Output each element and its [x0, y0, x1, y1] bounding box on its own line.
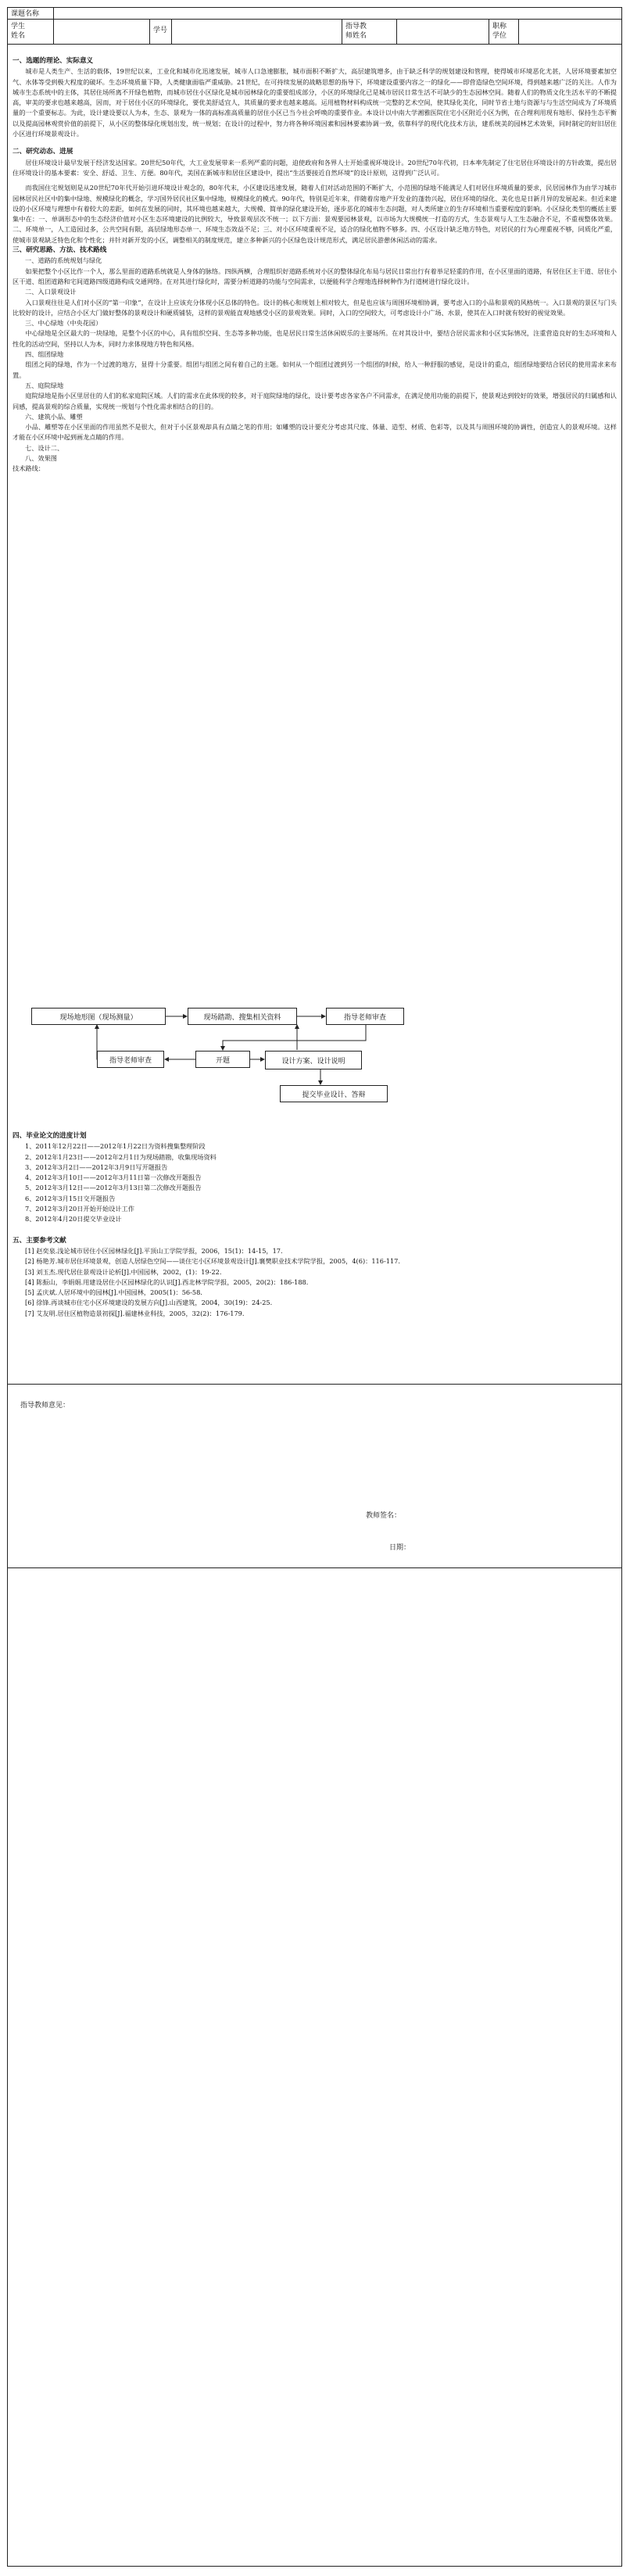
flow-node-submit: 提交毕业设计、答辩: [280, 1085, 388, 1102]
topic-row: [8, 8, 621, 20]
student-row: [8, 20, 621, 45]
advisor-opinion-label: 指导教师意见：: [20, 1402, 70, 1410]
reference-item: [3] 刘玉杰.现代居住景观设计论析[J].中国园林，2002，(1)：19-22.: [25, 1267, 222, 1276]
tech-route-flowchart: [8, 997, 623, 1114]
paragraph: 中心绿地是全区最大的一块绿地，是整个小区的中心，具有组织空间、生态等多种功能，也是居民日常生活休闲娱乐的主要场所。在对其设计中，要结合居民需求和小区实际情况，注重营造良好的生态环境和人性化的活动空间，坚持以人为本，同时力求体现地方特色和风格。: [13, 329, 617, 348]
paragraph: 庭院绿地是指小区里居住的人们的私家庭院区域。人们的需求在此体现的较多，对于庭院绿地的绿化，设计要考虑各家各户不同需求，在满足使用功能的前提下，使景观达到较好的效果，增强居民的归属感和认同感，提高景观的综合质量，实现统一规划与个性化需求相结合的目的。: [13, 392, 617, 410]
student-name-value: [54, 20, 150, 44]
reference-item: [1] 赵奕泉.浅论城市居住小区园林绿化[J].平顶山工学院学报，2006，15(1)：14-15，17.: [25, 1246, 283, 1255]
paragraph: 入口景观往往是人们对小区的“第一印象”，在设计上应该充分体现小区总体的特色。设计的核心和规划上相对较大，但是也应该与周围环境相协调，要考虑入口的小品和景观的风格统一。入口景观的景区与门头比较好的设计，应结合小区大门做好整体的景观设计和硬质铺装，这样的景观能直观地感受小区的景观效果。同时，入口的空间较大，可考虑设计小广场、水景，使其在入口时就有较好的视觉效果。: [13, 298, 617, 317]
section-title: 四、毕业论文的进度计划: [13, 1132, 87, 1140]
advisor-name-value: [397, 20, 489, 44]
paragraph: 居住环境设计最早发展于经济发达国家。20世纪50年代，大工业发展带来一系列严重的问题，迫使政府和各界人士开始重视环境设计。20世纪70年代初，日本率先制定了住宅居住环境设计的方针政策，提出居住环境设计的基本要素：安全、舒适、卫生、方便。80年代，美国在新城市和居住区建设中，提出“生活要接近自然环境”的设计原则，这得到广泛认可。: [13, 158, 617, 177]
student-id-label: 学号: [150, 20, 172, 44]
schedule-item: 2、2012年1月23日——2012年2月1日为现场踏勘，收集现场资料: [25, 1152, 217, 1161]
reference-item: [7] 艾友明.居住区植物造景初探[J].福建林业科技，2005，32(2)：176-179.: [25, 1309, 245, 1317]
reference-item: [2] 杨艳芳.城市居住环境景观，创造人居绿色空间——谈住宅小区环境景观设计[J].襄樊职业技术学院学报，2005，4(6)：116-117.: [25, 1257, 400, 1266]
section-title: 二、研究动态、进展: [13, 148, 73, 156]
student-label: 学生 姓名: [8, 20, 54, 44]
paragraph: 组团之间的绿地，作为一个过渡的地方，显得十分重要。组团与组团之间有着自己的主题。如何从一个组团过渡到另一个组团的时候，给人一种舒服的感觉，是设计的重点，组团绿地要结合居民的使用需求来布置。: [13, 360, 617, 379]
proposal-form: [7, 7, 622, 2567]
subsection-title: 五、庭院绿地: [25, 381, 64, 389]
flow-node-proposal: 开题: [195, 1051, 250, 1068]
advisor-signature-label: 教师签名：: [366, 1512, 402, 1520]
title-label: 职称 学位: [489, 20, 519, 44]
paragraph: 小品、雕塑等在小区里面的作用虽然不是很大，但对于小区景观却具有点睛之笔的作用；如雕塑的设计要充分考虑其尺度、体量、造型、材质、色彩等，以及其与周围环境的协调性，创造宜人的景观环境。这样才能在小区环境中起到画龙点睛的作用。: [13, 423, 617, 442]
subsection-title: 四、组团绿地: [25, 350, 64, 359]
schedule-item: 5、2012年3月12日——2012年3月13日第二次修改开题报告: [25, 1184, 202, 1192]
proposal-body: [13, 56, 617, 475]
reference-item: [5] 孟庆斌.人居环境中的园林[J].中国园林，2005(1)：56-58.: [25, 1288, 202, 1297]
schedule-item: 4、2012年3月10日——2012年3月11日第一次修改开题报告: [25, 1173, 202, 1182]
advisor-date-label: 日期：: [389, 1544, 411, 1552]
topic-value: [54, 8, 621, 19]
schedule-section: [13, 1131, 617, 1319]
subsection-title: 二、入口景观设计: [25, 288, 77, 296]
section-title: 一、选题的理论、实际意义: [13, 57, 94, 65]
divider: [8, 1567, 621, 1568]
tech-route-label: 技术路线：: [13, 464, 45, 473]
flow-node-review-2: 指导老师审查: [97, 1051, 164, 1068]
subsection-title: 六、建筑小品、雕塑: [25, 412, 83, 421]
schedule-item: 6、2012年3月15日交开题报告: [25, 1194, 116, 1202]
subsection-title: 三、中心绿地（中央花园）: [25, 319, 102, 328]
subsection-title: 八、效果图: [25, 453, 57, 462]
advisor-label: 指导教 师姓名: [342, 20, 397, 44]
paragraph: 如果把整个小区比作一个人，那么里面的道路系统就是人身体的脉络。四纵两横，合理组织好道路系统对小区的整体绿化布局与居民日常出行有着举足轻重的作用，在小区里面的道路，有居住区主干道、居住小区干道、组团道路和宅间道路四级道路构成交通网络。在对其进行绿化时，需要分析道路的功能与空间需求，以便能科学合理地选择树种作为行道树进行绿化设计。: [13, 267, 617, 285]
student-id-value: [172, 20, 342, 44]
paragraph: 而我国住宅规划则是从20世纪70年代开始引进环境设计观念的，80年代末，小区建设迅速发展，随着人们对活动范围的不断扩大，小范围的绿地不能满足人们对居住环境质量的要求，民居园林作为由学习城市园林居民社区中的集中绿地、规模绿化的概念，学习国外居民社区集中绿地，规模绿化的模式。90年代，特别是近年来，伴随着房地产开发业的蓬勃兴起，居住环境的绿化、美化也是日新月异的发展起来。但近来建设的小区环境与理想中有着较大的差距，如何在发展的同时，其环境也越来越大，大规模、简单的绿化建设开始，逐步恶化的城市生态问题，对人类所建立的生存环境相当重要程度的影响。小区绿化类型的概括主要集中在：一、单调形态中的生态经济价值对小区生态环境建设的比例较大，导致景观层次不统一；以下方面：景观要园林景观，以市场为大规模统一打造的方式，生态景观与人工生态融合不足，不重视整体效果。二、环境单一，人工造园过多，公共空间有限，高层绿地形态单一、环境生态效益不足；三、对小区环境重视不足，适合的绿化植物不够多。四、小区设计缺乏地方特色，对居民的行为心理重视不够，同质化严重，使城市景观缺乏特色化和个性化；并针对新开发的小区，调整相关的制度规范，建立多种新兴的小区绿色设计规范形式，满足居民游憩休闲活动的需求。: [13, 184, 617, 244]
flow-node-review-1: 指导老师审查: [326, 1008, 404, 1025]
title-value: [519, 20, 621, 44]
subsection-title: 一、道路的系统规划与绿化: [25, 256, 102, 265]
section-title: 五、主要参考文献: [13, 1236, 66, 1245]
paragraph: 城市是人类生产、生活的载体，19世纪以来，工业化和城市化迅速发展，城市人口急速膨胀，城市面积不断扩大，高层建筑增多，由于缺乏科学的规划建设和管理，使得城市环境恶化尤甚，人居环境要素加空气、水体等受到极大程度的破坏。生态环境质量下降，人类健康面临严重威胁。21世纪，在可持续发展的战略思想的指导下，环境建设重要内容之一的绿化——即营造绿色空间环境，得到越来越广泛的关注。人作为城市生态系统中的主体，其居住场所离不开绿色植物，而城市居住小区绿化是城市园林绿化的重要组成部分，小区的环境绿化已是城市居民日常生活不可缺少的生态园林空间。随着人们的物质文化生活水平的不断提高，审美的要求也越来越高，因而，对于居住小区的环境绿化，要优美舒适宜人，其质量的要求也越来越高。运用植物材料构成统一完整的艺术空间，使其绿化美化，同时节省土地与资源与与生活空间成为了环境质量的一个重要标志。为此，设计建设要以人为本，生态、景观为一体的高标准高质量的居住小区已当今社会呼唤的重要作业。本设计以中南大学湘雅医院住宅小区附近小区为例，在合理利用现有地形、保持生态平衡以及提高园林观赏价值的前提下，从小区的整体绿化规划出发，统一规划；在设计的过程中，努力将各种环境因素和园林要素协调一致，依靠科学的现代化技术方法，建系统美的园林艺术效果，同时制定的好旧居住小区进行环境景观设计。: [13, 67, 617, 138]
flow-node-design: 设计方案、设计说明: [265, 1051, 362, 1069]
topic-label: 课题名称: [8, 8, 54, 19]
flow-node-fieldwork: 现场踏勘、搜集相关资料: [188, 1008, 297, 1025]
schedule-item: 1、2011年12月22日——2012年1月22日为资料搜集整理阶段: [25, 1142, 206, 1151]
schedule-item: 7、2012年3月20日开始开始设计工作: [25, 1205, 134, 1213]
subsection-title: 七、设计二、: [25, 443, 64, 452]
reference-item: [6] 徐锋.再谈城市住宅小区环境建设的发展方向[J].山西建筑，2004，30(19)：24-25.: [25, 1299, 273, 1307]
schedule-item: 8、2012年4月20日提交毕业设计: [25, 1215, 122, 1224]
reference-item: [4] 陈振山，李娟娟.用建设居住小区园林绿化的认识[J].西北林学院学报，2005，20(2)：186-188.: [25, 1277, 309, 1286]
schedule-item: 3、2012年3月2日——2012年3月9日写开题报告: [25, 1163, 168, 1171]
flow-node-survey: 现场地形图（现场测量）: [31, 1008, 166, 1025]
divider: [8, 1384, 621, 1385]
section-title: 三、研究思路、方法、技术路线: [13, 246, 107, 255]
